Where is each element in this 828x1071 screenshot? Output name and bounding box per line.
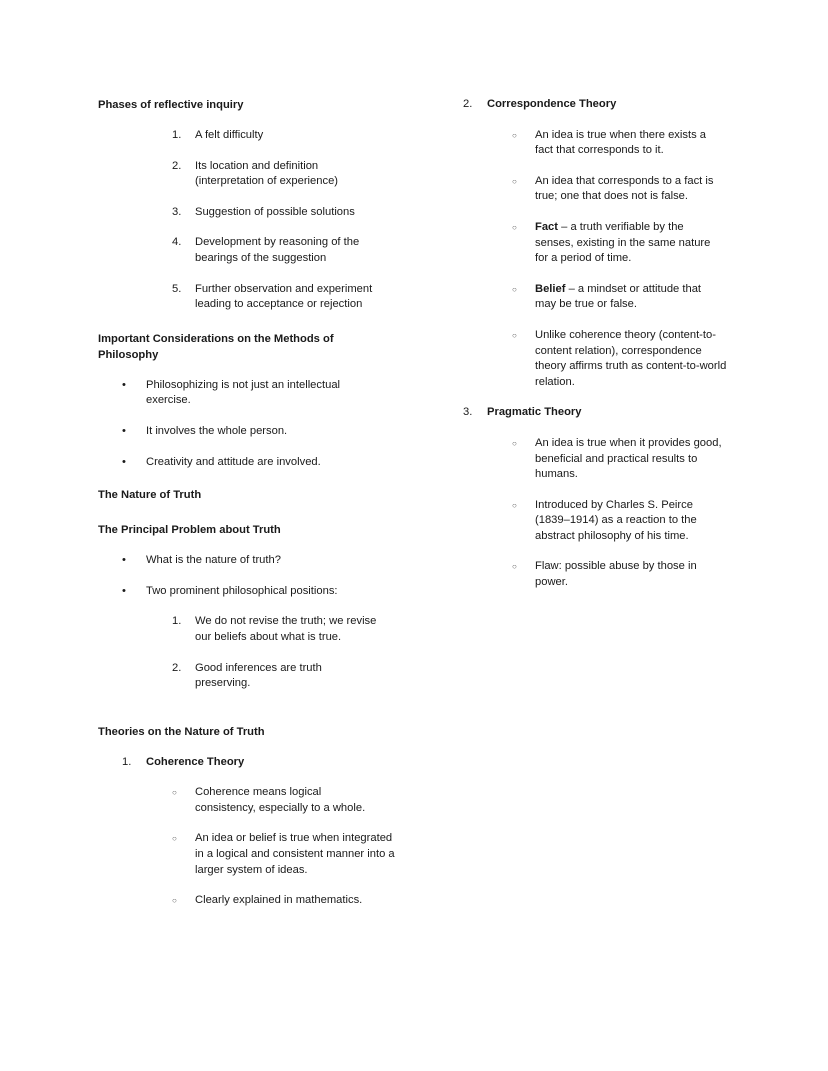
circle-bullet-icon: ○ [172,788,177,798]
list-text: A felt difficulty [195,129,264,141]
list-marker: 4. [172,236,182,249]
list-item [122,455,392,471]
list-item [512,559,742,590]
definition: – a mindset or attitude that may be true or false. [535,282,702,311]
list-text: We do not revise the truth; we revise our beliefs about what is true. [195,615,377,643]
list-item [172,235,402,266]
circle-bullet-icon: ○ [512,438,517,448]
list-item [122,424,392,440]
right-column [463,96,753,591]
bullet-icon: • [122,424,126,437]
circle-bullet-icon: ○ [512,562,517,572]
list-text: Good inferences are truth preserving. [195,661,322,690]
positions-list [172,614,402,691]
list-marker: 2. [172,159,182,172]
bullet-icon: • [122,455,126,468]
list-text: Flaw: possible abuse by those in power. [535,560,697,589]
list-text: Unlike coherence theory (content-to-content relation), correspondence theory affirms truth as content-to-world relation. [535,328,727,388]
heading-considerations: Important Considerations on the Methods of Philosophy [98,332,334,361]
list-marker: 5. [172,282,182,295]
circle-bullet-icon: ○ [512,500,517,510]
list-marker: 2. [172,661,182,674]
list-item [122,553,412,569]
list-item [172,661,402,692]
term-fact: Fact [535,220,559,233]
heading-nature-of-truth: The Nature of Truth [98,489,202,502]
list-text: Its location and definition (interpretation of experience) [195,159,339,188]
list-text: Development by reasoning of the bearings of the suggestion [195,236,360,264]
term-belief: Belief [535,282,566,295]
list-item [512,282,742,313]
considerations-list [122,378,392,470]
list-item [122,584,412,600]
list-item [512,436,742,483]
list-text: Two prominent philosophical positions: [146,584,338,597]
pragmatic-list [512,436,742,591]
list-marker: 2. [463,98,473,110]
list-text [535,282,725,313]
list-text: An idea or belief is true when integrated in a logical and consistent manner into a larger system of ideas. [195,832,395,876]
list-text: Introduced by Charles S. Peirce (1839–1914) as a reaction to the abstract philosophy of his time. [535,498,697,542]
list-text: Suggestion of possible solutions [195,205,355,218]
list-item [172,785,402,816]
list-text: An idea is true when it provides good, beneficial and practical results to humans. [535,436,722,481]
principal-problem-list [122,553,412,599]
circle-bullet-icon: ○ [512,284,517,294]
list-text: It involves the whole person. [146,424,288,437]
list-item [512,128,742,159]
list-text: Creativity and attitude are involved. [146,455,321,468]
theory-pragmatic-title [463,405,753,421]
definition: – a truth verifiable by the senses, existing in the same nature for a period of time. [535,220,711,265]
list-item [172,128,402,144]
list-text [535,220,725,267]
list-item [512,220,742,267]
list-text: Further observation and experiment leading to acceptance or rejection [195,282,373,311]
list-item [172,282,402,313]
bullet-icon: • [122,554,126,567]
list-text: Coherence means logical consistency, especially to a whole. [195,786,366,814]
list-item [122,378,392,409]
theory-correspondence-title [463,97,753,113]
bullet-icon: • [122,378,126,391]
list-marker: 3. [172,205,182,218]
theory-coherence-title [122,755,418,771]
list-marker: 1. [172,615,182,628]
list-item [512,328,742,390]
circle-bullet-icon: ○ [512,130,517,140]
list-text: Philosophizing is not just an intellectual exercise. [146,378,341,407]
correspondence-list [512,128,742,391]
phases-list [172,128,402,313]
list-item [172,159,402,190]
list-item [172,614,402,645]
theory-title: Correspondence Theory [487,98,617,110]
list-marker: 3. [463,406,473,419]
list-item [512,498,742,545]
list-item [172,205,402,221]
list-text: An idea that corresponds to a fact is true; one that does not is false. [535,174,714,203]
list-text: An idea is true when there exists a fact that corresponds to it. [535,128,707,157]
heading-theories: Theories on the Nature of Truth [98,725,265,738]
list-item [512,174,742,205]
heading-principal-problem: The Principal Problem about Truth [98,524,281,537]
heading-phases: Phases of reflective inquiry [98,99,244,111]
theory-title: Pragmatic Theory [487,406,582,419]
circle-bullet-icon: ○ [512,176,517,186]
list-item [172,893,402,909]
list-text: Clearly explained in mathematics. [195,894,363,907]
theory-title: Coherence Theory [146,755,245,768]
left-column [98,96,418,909]
list-item [172,831,402,878]
circle-bullet-icon: ○ [512,222,517,232]
list-marker: 1. [122,755,132,768]
circle-bullet-icon: ○ [512,330,517,340]
coherence-list [172,785,402,909]
circle-bullet-icon: ○ [172,834,177,844]
list-marker: 1. [172,129,182,141]
list-text: What is the nature of truth? [146,554,281,567]
bullet-icon: • [122,584,126,597]
circle-bullet-icon: ○ [172,896,177,906]
